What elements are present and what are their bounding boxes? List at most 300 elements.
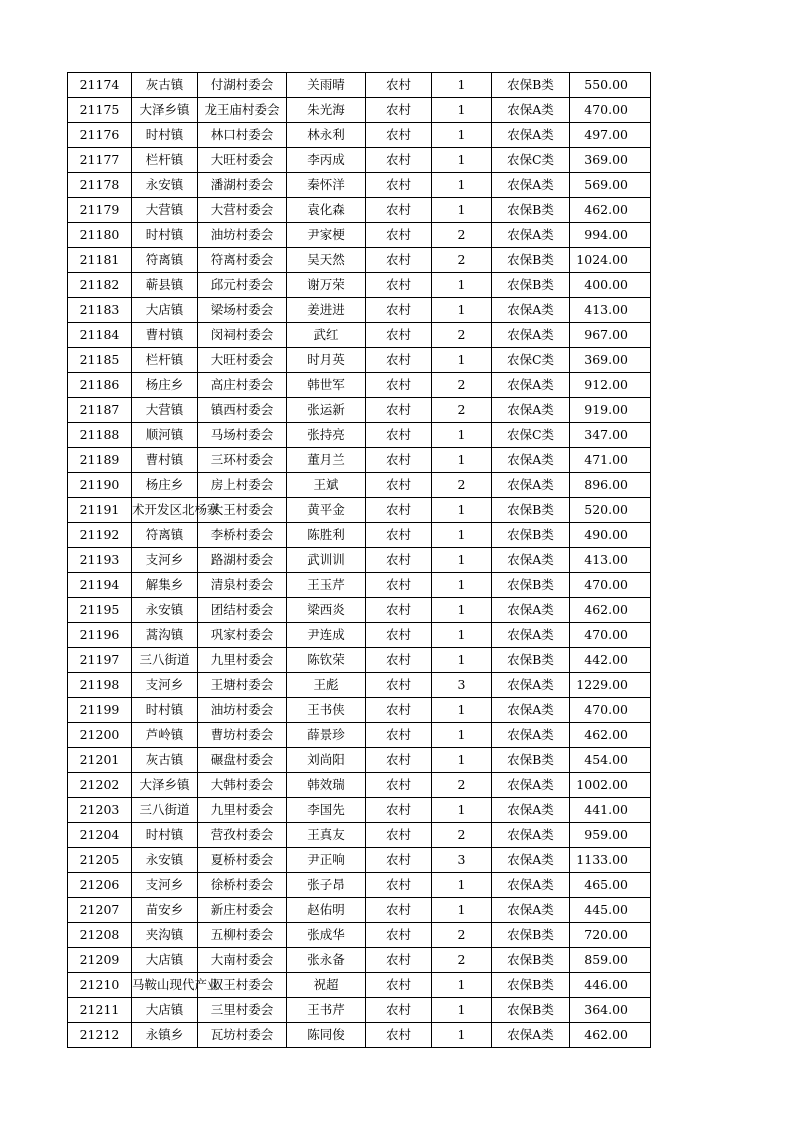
village-committee-cell: 高庄村委会 [198,373,287,398]
table-row [68,123,651,148]
person-name-cell: 祝超 [287,973,366,998]
insurance-category-cell: 农保B类 [492,748,570,773]
village-committee-cell: 王塘村委会 [198,673,287,698]
insurance-category-cell: 农保C类 [492,348,570,373]
town-cell: 时村镇 [132,823,198,848]
household-count-cell: 2 [432,323,492,348]
table-row [68,723,651,748]
village-committee-cell: 邱元村委会 [198,273,287,298]
record-id-cell: 21195 [68,598,132,623]
town-cell: 马鞍山现代产业 [132,973,198,998]
town-cell: 夹沟镇 [132,923,198,948]
amount-cell: 364.00 [570,998,651,1023]
village-committee-cell: 龙王庙村委会 [198,98,287,123]
residence-type-cell: 农村 [366,123,432,148]
insurance-category-cell: 农保B类 [492,923,570,948]
household-count-cell: 2 [432,823,492,848]
table-row [68,398,651,423]
amount-cell: 462.00 [570,1023,651,1048]
record-id-cell: 21188 [68,423,132,448]
residence-type-cell: 农村 [366,298,432,323]
residence-type-cell: 农村 [366,873,432,898]
table-row [68,623,651,648]
town-cell: 永镇乡 [132,1023,198,1048]
household-count-cell: 1 [432,273,492,298]
table-body [68,73,651,1048]
amount-cell: 369.00 [570,148,651,173]
household-count-cell: 1 [432,623,492,648]
record-id-cell: 21206 [68,873,132,898]
town-cell: 符离镇 [132,248,198,273]
person-name-cell: 刘尚阳 [287,748,366,773]
amount-cell: 959.00 [570,823,651,848]
insurance-category-cell: 农保A类 [492,698,570,723]
insurance-category-cell: 农保B类 [492,998,570,1023]
village-committee-cell: 大营村委会 [198,198,287,223]
table-row [68,273,651,298]
residence-type-cell: 农村 [366,723,432,748]
table-row [68,948,651,973]
village-committee-cell: 新庄村委会 [198,898,287,923]
household-count-cell: 1 [432,198,492,223]
record-id-cell: 21180 [68,223,132,248]
amount-cell: 720.00 [570,923,651,948]
village-committee-cell: 潘湖村委会 [198,173,287,198]
insurance-category-cell: 农保A类 [492,548,570,573]
table-row [68,98,651,123]
insurance-category-cell: 农保B类 [492,273,570,298]
record-id-cell: 21196 [68,623,132,648]
residence-type-cell: 农村 [366,898,432,923]
insurance-category-cell: 农保A类 [492,473,570,498]
household-count-cell: 1 [432,798,492,823]
amount-cell: 859.00 [570,948,651,973]
table-row [68,348,651,373]
table-row [68,448,651,473]
residence-type-cell: 农村 [366,648,432,673]
village-committee-cell: 五柳村委会 [198,923,287,948]
village-committee-cell: 大旺村委会 [198,348,287,373]
insurance-category-cell: 农保A类 [492,173,570,198]
record-id-cell: 21208 [68,923,132,948]
table-row [68,248,651,273]
insurance-category-cell: 农保B类 [492,498,570,523]
residence-type-cell: 农村 [366,848,432,873]
insurance-category-cell: 农保A类 [492,448,570,473]
village-committee-cell: 付湖村委会 [198,73,287,98]
table-row [68,798,651,823]
household-count-cell: 1 [432,298,492,323]
amount-cell: 454.00 [570,748,651,773]
insurance-category-cell: 农保A类 [492,823,570,848]
table-row [68,823,651,848]
person-name-cell: 姜进进 [287,298,366,323]
insurance-category-cell: 农保B类 [492,573,570,598]
residence-type-cell: 农村 [366,173,432,198]
record-id-cell: 21185 [68,348,132,373]
residence-type-cell: 农村 [366,73,432,98]
record-id-cell: 21183 [68,298,132,323]
residence-type-cell: 农村 [366,623,432,648]
town-cell: 顺河镇 [132,423,198,448]
village-committee-cell: 大旺村委会 [198,148,287,173]
household-count-cell: 1 [432,173,492,198]
insurance-category-cell: 农保B类 [492,248,570,273]
town-cell: 灰古镇 [132,73,198,98]
record-id-cell: 21201 [68,748,132,773]
person-name-cell: 袁化森 [287,198,366,223]
village-committee-cell: 房上村委会 [198,473,287,498]
residence-type-cell: 农村 [366,373,432,398]
table-row [68,848,651,873]
record-id-cell: 21202 [68,773,132,798]
amount-cell: 497.00 [570,123,651,148]
person-name-cell: 尹家梗 [287,223,366,248]
household-count-cell: 1 [432,523,492,548]
amount-cell: 347.00 [570,423,651,448]
town-cell: 曹村镇 [132,448,198,473]
record-id-cell: 21176 [68,123,132,148]
amount-cell: 400.00 [570,273,651,298]
residence-type-cell: 农村 [366,498,432,523]
amount-cell: 470.00 [570,98,651,123]
person-name-cell: 王彪 [287,673,366,698]
record-id-cell: 21199 [68,698,132,723]
amount-cell: 994.00 [570,223,651,248]
records-table [67,72,651,1048]
record-id-cell: 21189 [68,448,132,473]
person-name-cell: 时月英 [287,348,366,373]
amount-cell: 1024.00 [570,248,651,273]
insurance-category-cell: 农保C类 [492,423,570,448]
town-cell: 曹村镇 [132,323,198,348]
amount-cell: 919.00 [570,398,651,423]
record-id-cell: 21182 [68,273,132,298]
insurance-category-cell: 农保B类 [492,73,570,98]
record-id-cell: 21198 [68,673,132,698]
amount-cell: 490.00 [570,523,651,548]
village-committee-cell: 路湖村委会 [198,548,287,573]
village-committee-cell: 九里村委会 [198,648,287,673]
record-id-cell: 21175 [68,98,132,123]
record-id-cell: 21174 [68,73,132,98]
village-committee-cell: 巩家村委会 [198,623,287,648]
town-cell: 解集乡 [132,573,198,598]
person-name-cell: 王书侠 [287,698,366,723]
town-cell: 蕲县镇 [132,273,198,298]
village-committee-cell: 大南村委会 [198,948,287,973]
household-count-cell: 1 [432,498,492,523]
table-row [68,223,651,248]
insurance-category-cell: 农保A类 [492,1023,570,1048]
town-cell: 大泽乡镇 [132,773,198,798]
village-committee-cell: 大王村委会 [198,498,287,523]
town-cell: 符离镇 [132,523,198,548]
village-committee-cell: 李桥村委会 [198,523,287,548]
amount-cell: 442.00 [570,648,651,673]
town-cell: 术开发区北杨寨 [132,498,198,523]
village-committee-cell: 三环村委会 [198,448,287,473]
town-cell: 三八街道 [132,648,198,673]
household-count-cell: 2 [432,773,492,798]
village-committee-cell: 闵祠村委会 [198,323,287,348]
insurance-category-cell: 农保A类 [492,223,570,248]
table-row [68,148,651,173]
household-count-cell: 1 [432,748,492,773]
record-id-cell: 21178 [68,173,132,198]
table-row [68,748,651,773]
person-name-cell: 吴天然 [287,248,366,273]
insurance-category-cell: 农保A类 [492,723,570,748]
record-id-cell: 21191 [68,498,132,523]
person-name-cell: 张子昂 [287,873,366,898]
household-count-cell: 1 [432,123,492,148]
amount-cell: 465.00 [570,873,651,898]
person-name-cell: 陈钦荣 [287,648,366,673]
table-row [68,898,651,923]
table-row [68,773,651,798]
household-count-cell: 1 [432,73,492,98]
record-id-cell: 21177 [68,148,132,173]
table-row [68,173,651,198]
amount-cell: 462.00 [570,723,651,748]
record-id-cell: 21179 [68,198,132,223]
household-count-cell: 1 [432,873,492,898]
person-name-cell: 谢万荣 [287,273,366,298]
insurance-category-cell: 农保B类 [492,648,570,673]
village-committee-cell: 瓦坊村委会 [198,1023,287,1048]
household-count-cell: 1 [432,573,492,598]
record-id-cell: 21209 [68,948,132,973]
town-cell: 永安镇 [132,598,198,623]
household-count-cell: 3 [432,673,492,698]
residence-type-cell: 农村 [366,1023,432,1048]
village-committee-cell: 曹坊村委会 [198,723,287,748]
record-id-cell: 21187 [68,398,132,423]
town-cell: 永安镇 [132,173,198,198]
residence-type-cell: 农村 [366,973,432,998]
person-name-cell: 薛景珍 [287,723,366,748]
record-id-cell: 21190 [68,473,132,498]
village-committee-cell: 九里村委会 [198,798,287,823]
village-committee-cell: 团结村委会 [198,598,287,623]
amount-cell: 470.00 [570,573,651,598]
record-id-cell: 21192 [68,523,132,548]
amount-cell: 470.00 [570,623,651,648]
amount-cell: 550.00 [570,73,651,98]
table-row [68,973,651,998]
table-row [68,523,651,548]
person-name-cell: 林永利 [287,123,366,148]
town-cell: 灰古镇 [132,748,198,773]
person-name-cell: 王玉芹 [287,573,366,598]
residence-type-cell: 农村 [366,348,432,373]
record-id-cell: 21207 [68,898,132,923]
household-count-cell: 1 [432,148,492,173]
person-name-cell: 陈同俊 [287,1023,366,1048]
table-row [68,923,651,948]
residence-type-cell: 农村 [366,423,432,448]
town-cell: 大店镇 [132,948,198,973]
table-row [68,1023,651,1048]
town-cell: 永安镇 [132,848,198,873]
household-count-cell: 2 [432,398,492,423]
town-cell: 栏杆镇 [132,348,198,373]
insurance-category-cell: 农保A类 [492,848,570,873]
household-count-cell: 1 [432,698,492,723]
person-name-cell: 李丙成 [287,148,366,173]
residence-type-cell: 农村 [366,998,432,1023]
person-name-cell: 梁西炎 [287,598,366,623]
residence-type-cell: 农村 [366,573,432,598]
record-id-cell: 21210 [68,973,132,998]
insurance-category-cell: 农保B类 [492,948,570,973]
person-name-cell: 王斌 [287,473,366,498]
amount-cell: 569.00 [570,173,651,198]
residence-type-cell: 农村 [366,748,432,773]
table-row [68,498,651,523]
insurance-category-cell: 农保B类 [492,523,570,548]
record-id-cell: 21194 [68,573,132,598]
table-row [68,648,651,673]
person-name-cell: 韩效瑞 [287,773,366,798]
insurance-category-cell: 农保A类 [492,898,570,923]
household-count-cell: 1 [432,723,492,748]
table-row [68,298,651,323]
residence-type-cell: 农村 [366,548,432,573]
person-name-cell: 王书芹 [287,998,366,1023]
household-count-cell: 2 [432,373,492,398]
town-cell: 时村镇 [132,223,198,248]
person-name-cell: 董月兰 [287,448,366,473]
amount-cell: 1133.00 [570,848,651,873]
insurance-category-cell: 农保A类 [492,623,570,648]
village-committee-cell: 大韩村委会 [198,773,287,798]
table-row [68,598,651,623]
person-name-cell: 陈胜利 [287,523,366,548]
insurance-category-cell: 农保A类 [492,773,570,798]
village-committee-cell: 夏桥村委会 [198,848,287,873]
household-count-cell: 1 [432,648,492,673]
table-row [68,873,651,898]
table-row [68,548,651,573]
town-cell: 栏杆镇 [132,148,198,173]
village-committee-cell: 碾盘村委会 [198,748,287,773]
person-name-cell: 王真友 [287,823,366,848]
record-id-cell: 21181 [68,248,132,273]
village-committee-cell: 符离村委会 [198,248,287,273]
table-row [68,373,651,398]
person-name-cell: 张成华 [287,923,366,948]
amount-cell: 413.00 [570,298,651,323]
residence-type-cell: 农村 [366,248,432,273]
person-name-cell: 朱光海 [287,98,366,123]
household-count-cell: 1 [432,348,492,373]
amount-cell: 967.00 [570,323,651,348]
record-id-cell: 21197 [68,648,132,673]
household-count-cell: 2 [432,223,492,248]
amount-cell: 471.00 [570,448,651,473]
person-name-cell: 尹正响 [287,848,366,873]
town-cell: 蒿沟镇 [132,623,198,648]
amount-cell: 896.00 [570,473,651,498]
amount-cell: 462.00 [570,198,651,223]
household-count-cell: 1 [432,1023,492,1048]
household-count-cell: 2 [432,948,492,973]
insurance-category-cell: 农保A类 [492,323,570,348]
person-name-cell: 韩世军 [287,373,366,398]
town-cell: 时村镇 [132,698,198,723]
village-committee-cell: 清泉村委会 [198,573,287,598]
record-id-cell: 21204 [68,823,132,848]
town-cell: 支河乡 [132,673,198,698]
village-committee-cell: 营孜村委会 [198,823,287,848]
residence-type-cell: 农村 [366,148,432,173]
table-row [68,323,651,348]
amount-cell: 470.00 [570,698,651,723]
town-cell: 大店镇 [132,998,198,1023]
record-id-cell: 21200 [68,723,132,748]
insurance-category-cell: 农保A类 [492,873,570,898]
village-committee-cell: 马场村委会 [198,423,287,448]
town-cell: 大泽乡镇 [132,98,198,123]
town-cell: 大店镇 [132,298,198,323]
residence-type-cell: 农村 [366,98,432,123]
amount-cell: 441.00 [570,798,651,823]
person-name-cell: 张永备 [287,948,366,973]
residence-type-cell: 农村 [366,948,432,973]
residence-type-cell: 农村 [366,823,432,848]
person-name-cell: 赵佑明 [287,898,366,923]
residence-type-cell: 农村 [366,273,432,298]
town-cell: 苗安乡 [132,898,198,923]
record-id-cell: 21186 [68,373,132,398]
amount-cell: 1002.00 [570,773,651,798]
household-count-cell: 2 [432,248,492,273]
amount-cell: 413.00 [570,548,651,573]
insurance-category-cell: 农保A类 [492,123,570,148]
household-count-cell: 1 [432,423,492,448]
table-row [68,73,651,98]
insurance-category-cell: 农保A类 [492,373,570,398]
household-count-cell: 1 [432,598,492,623]
amount-cell: 1229.00 [570,673,651,698]
record-id-cell: 21205 [68,848,132,873]
residence-type-cell: 农村 [366,698,432,723]
residence-type-cell: 农村 [366,923,432,948]
residence-type-cell: 农村 [366,323,432,348]
household-count-cell: 2 [432,473,492,498]
household-count-cell: 1 [432,973,492,998]
residence-type-cell: 农村 [366,398,432,423]
town-cell: 大营镇 [132,198,198,223]
town-cell: 芦岭镇 [132,723,198,748]
residence-type-cell: 农村 [366,773,432,798]
person-name-cell: 黄平金 [287,498,366,523]
village-committee-cell: 林口村委会 [198,123,287,148]
village-committee-cell: 徐桥村委会 [198,873,287,898]
table-row [68,423,651,448]
household-count-cell: 1 [432,448,492,473]
amount-cell: 520.00 [570,498,651,523]
town-cell: 时村镇 [132,123,198,148]
table-row [68,673,651,698]
amount-cell: 912.00 [570,373,651,398]
insurance-category-cell: 农保A类 [492,298,570,323]
record-id-cell: 21211 [68,998,132,1023]
amount-cell: 445.00 [570,898,651,923]
record-id-cell: 21203 [68,798,132,823]
